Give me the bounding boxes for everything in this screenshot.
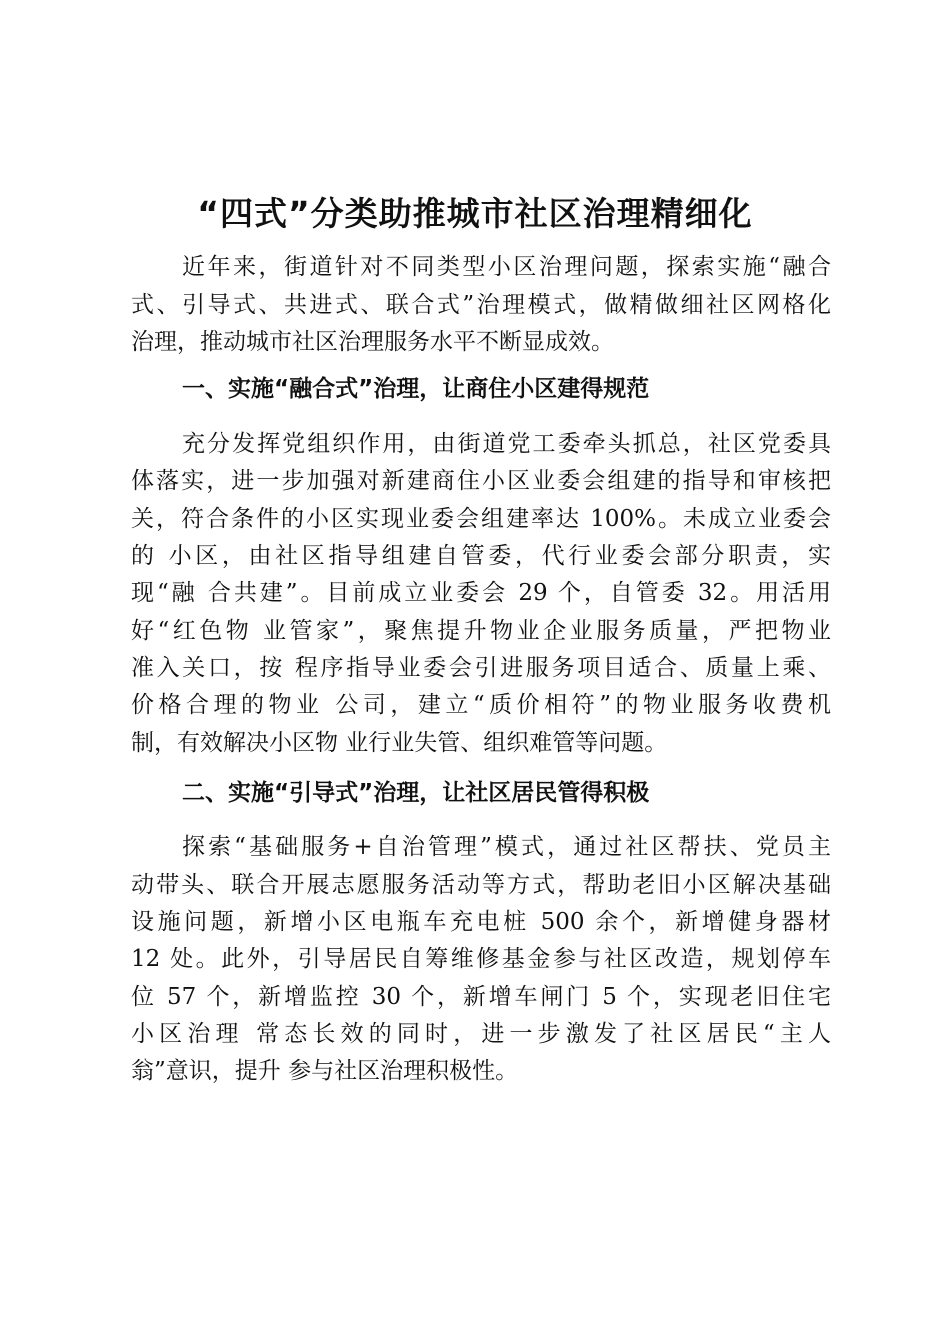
document-title: “四式”分类助推城市社区治理精细化 xyxy=(197,194,753,233)
intro-line: 治理，推动城市社区治理服务水平不断显成效。 xyxy=(131,329,614,355)
paragraph-line: 探索“基础服务+自治管理”模式，通过社区帮扶、党员主 xyxy=(182,834,831,860)
paragraph-line: 12 处。此外，引导居民自筹维修基金参与社区改造，规划停车 xyxy=(131,946,831,972)
paragraph-line: 好“红色物 业管家”，聚焦提升物业企业服务质量，严把物业 xyxy=(131,618,831,644)
paragraph-line: 体落实，进一步加强对新建商住小区业委会组建的指导和审核把 xyxy=(131,468,831,494)
paragraph-line: 位 57 个，新增监控 30 个，新增车闸门 5 个，实现老旧住宅 xyxy=(131,984,831,1010)
paragraph-line: 设施问题，新增小区电瓶车充电桩 500 余个，新增健身器材 xyxy=(131,909,831,935)
paragraph-line: 小区治理 常态长效的同时，进一步激发了社区居民“主人 xyxy=(131,1021,831,1047)
section-heading: 二、实施“引导式”治理，让社区居民管得积极 xyxy=(182,780,650,806)
intro-line: 近年来，街道针对不同类型小区治理问题，探索实施“融合 xyxy=(182,254,831,280)
intro-line: 式、引导式、共进式、联合式”治理模式，做精做细社区网格化 xyxy=(131,292,831,318)
paragraph-line: 关，符合条件的小区实现业委会组建率达 100%。未成立业委会 xyxy=(131,506,831,532)
paragraph-line: 制，有效解决小区物 业行业失管、组织难管等问题。 xyxy=(131,730,668,756)
paragraph-line: 翁”意识，提升 参与社区治理积极性。 xyxy=(131,1058,519,1084)
paragraph-line: 的 小区，由社区指导组建自管委，代行业委会部分职责，实 xyxy=(131,543,831,569)
paragraph-line: 动带头、联合开展志愿服务活动等方式，帮助老旧小区解决基础 xyxy=(131,872,831,898)
paragraph-line: 准入关口，按 程序指导业委会引进服务项目适合、质量上乘、 xyxy=(131,655,831,681)
paragraph-line: 现“融 合共建”。目前成立业委会 29 个，自管委 32。用活用 xyxy=(131,580,831,606)
paragraph-line: 价格合理的物业 公司，建立“质价相符”的物业服务收费机 xyxy=(131,692,831,718)
paragraph-line: 充分发挥党组织作用，由街道党工委牵头抓总，社区党委具 xyxy=(182,431,831,457)
section-heading: 一、实施“融合式”治理，让商住小区建得规范 xyxy=(182,376,650,402)
